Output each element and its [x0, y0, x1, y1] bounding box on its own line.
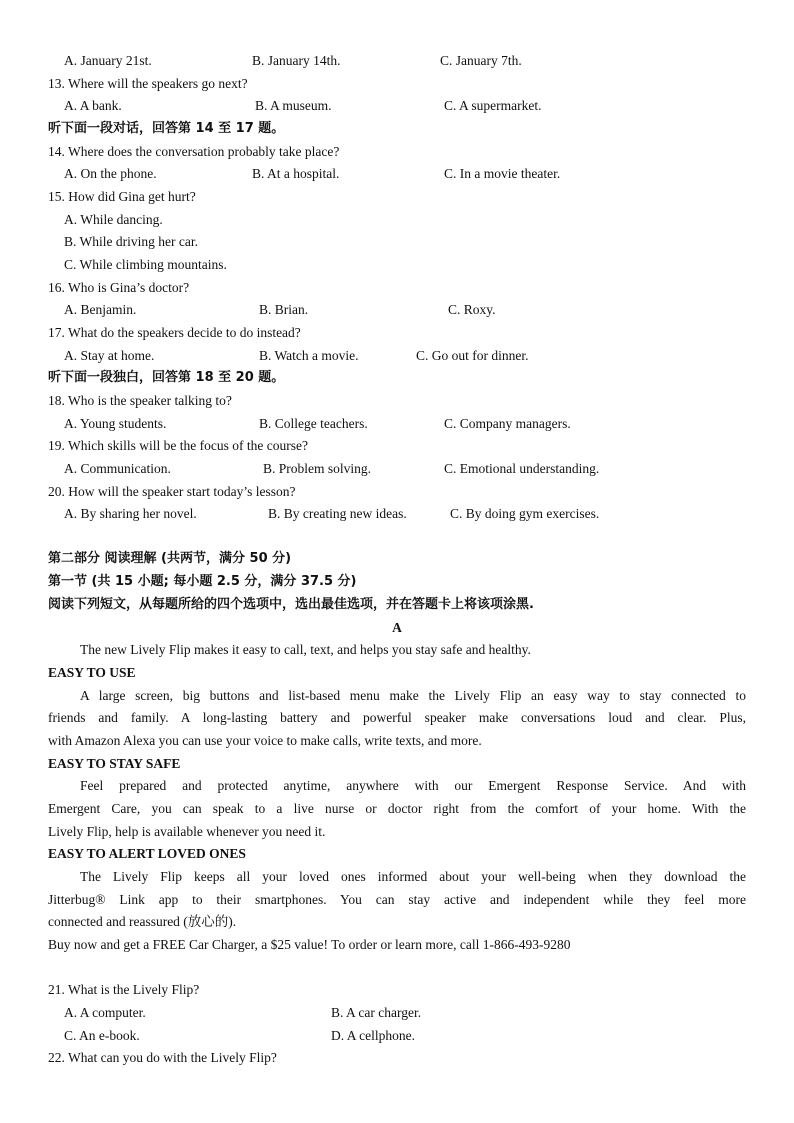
q17-option-b: B. Watch a movie. [259, 348, 359, 363]
reading-instruction: 阅读下列短文，从每题所给的四个选项中，选出最佳选项，并在答题卡上将该项涂黑. [48, 597, 534, 612]
q13-option-a: A. A bank. [64, 98, 122, 113]
paragraph-line: Feel prepared and protected anytime, anywhere with our Emergent Response Service. And with [80, 778, 746, 793]
q18-option-b: B. College teachers. [259, 416, 368, 431]
q18-stem: 18. Who is the speaker talking to? [48, 393, 232, 408]
heading-easy-to-stay-safe: EASY TO STAY SAFE [48, 756, 181, 771]
paragraph-line: Jitterbug® Link app to their smartphones. You can stay active and independent while they feel more [48, 892, 746, 907]
q19-options [48, 458, 746, 480]
q12-options [48, 50, 746, 72]
q16-stem: 16. Who is Gina’s doctor? [48, 280, 190, 295]
q20-options [48, 503, 746, 525]
q15-option-b: B. While driving her car. [64, 234, 198, 249]
q20-option-a: A. By sharing her novel. [64, 506, 197, 521]
q21-option-c: C. An e-book. [64, 1028, 140, 1043]
paragraph-line: A large screen, big buttons and list-based menu make the Lively Flip an easy way to stay connected to [80, 688, 746, 703]
q19-stem: 19. Which skills will be the focus of the course? [48, 438, 308, 453]
paragraph-line: Emergent Care, you can speak to a live nurse or doctor right from the comfort of your home. With the [48, 801, 746, 816]
q19-option-a: A. Communication. [64, 461, 171, 476]
q13-stem: 13. Where will the speakers go next? [48, 76, 248, 91]
q19-option-c: C. Emotional understanding. [444, 461, 600, 476]
section-one-heading: 第一节 (共 15 小题; 每小题 2.5 分，满分 37.5 分) [48, 574, 357, 589]
q12-option-b: B. January 14th. [252, 53, 341, 68]
q20-option-c: C. By doing gym exercises. [450, 506, 600, 521]
q21-option-b: B. A car charger. [331, 1005, 422, 1020]
q13-option-c: C. A supermarket. [444, 98, 542, 113]
q21-option-d: D. A cellphone. [331, 1028, 415, 1043]
q14-stem: 14. Where does the conversation probably take place? [48, 144, 340, 159]
q16-option-a: A. Benjamin. [64, 302, 137, 317]
q18-option-a: A. Young students. [64, 416, 167, 431]
q17-stem: 17. What do the speakers decide to do instead? [48, 325, 301, 340]
section-heading-18-20: 听下面一段独白，回答第 18 至 20 题。 [48, 370, 285, 385]
q16-options [48, 299, 746, 321]
q14-option-a: A. On the phone. [64, 166, 157, 181]
q15-option-c: C. While climbing mountains. [64, 257, 227, 272]
passage-letter: A [392, 620, 402, 635]
paragraph-line: with Amazon Alexa you can use your voice to make calls, write texts, and more. [48, 733, 482, 748]
q14-options [48, 163, 746, 185]
q20-stem: 20. How will the speaker start today’s lesson? [48, 484, 296, 499]
paragraph-line: Lively Flip, help is available whenever you need it. [48, 824, 326, 839]
q21-stem: 21. What is the Lively Flip? [48, 982, 200, 997]
section-heading-14-17: 听下面一段对话，回答第 14 至 17 题。 [48, 121, 285, 136]
q21-option-a: A. A computer. [64, 1005, 146, 1020]
q18-option-c: C. Company managers. [444, 416, 571, 431]
q16-option-c: C. Roxy. [448, 302, 496, 317]
q17-options [48, 345, 746, 367]
q13-option-b: B. A museum. [255, 98, 332, 113]
part-two-heading: 第二部分 阅读理解 (共两节，满分 50 分) [48, 551, 292, 566]
q22-stem: 22. What can you do with the Lively Flip? [48, 1050, 277, 1065]
q12-option-a: A. January 21st. [64, 53, 152, 68]
q14-option-c: C. In a movie theater. [444, 166, 561, 181]
q17-option-c: C. Go out for dinner. [416, 348, 529, 363]
q15-stem: 15. How did Gina get hurt? [48, 189, 196, 204]
q21-options-row2 [48, 1025, 746, 1047]
q19-option-b: B. Problem solving. [263, 461, 372, 476]
q13-options [48, 95, 746, 117]
q15-option-a: A. While dancing. [64, 212, 163, 227]
paragraph-line: friends and family. A long-lasting battery and powerful speaker make conversations loud and clear. Plus, [48, 710, 746, 725]
heading-easy-to-use: EASY TO USE [48, 665, 136, 680]
q14-option-b: B. At a hospital. [252, 166, 340, 181]
q21-options-row1 [48, 1002, 746, 1024]
paragraph-line: The Lively Flip keeps all your loved ones informed about your well-being when they download the [80, 869, 746, 884]
advertisement-line: Buy now and get a FREE Car Charger, a $25 value! To order or learn more, call 1-866-493-9280 [48, 937, 571, 952]
q12-option-c: C. January 7th. [440, 53, 522, 68]
paragraph-line: connected and reassured (放心的). [48, 914, 237, 929]
q18-options [48, 413, 746, 435]
q16-option-b: B. Brian. [259, 302, 309, 317]
q17-option-a: A. Stay at home. [64, 348, 155, 363]
heading-easy-to-alert: EASY TO ALERT LOVED ONES [48, 846, 246, 861]
q20-option-b: B. By creating new ideas. [268, 506, 407, 521]
passage-intro: The new Lively Flip makes it easy to call, text, and helps you stay safe and healthy. [80, 642, 531, 657]
